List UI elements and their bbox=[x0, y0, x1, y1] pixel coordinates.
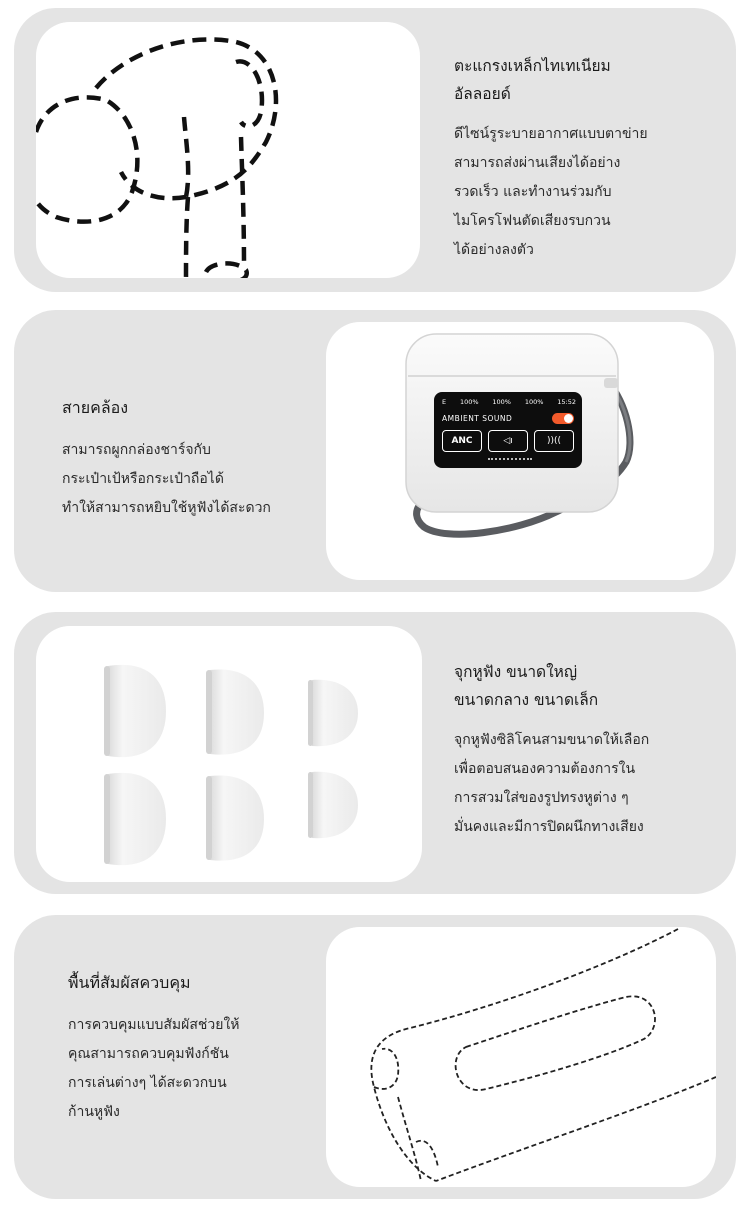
earbud-outline-icon bbox=[36, 22, 420, 278]
feature-description bbox=[62, 436, 312, 523]
title-line: พื้นที่สัมผัสควบคุม bbox=[68, 973, 191, 992]
earbud-outline-image bbox=[36, 22, 420, 278]
title-line: ตะแกรงเหล็กไทเทเนียม bbox=[454, 57, 611, 75]
title-line: อัลลอยด์ bbox=[454, 85, 511, 103]
body-line: ไมโครโฟนตัดเสียงรบกวน bbox=[454, 213, 611, 229]
feature-text-titanium-mesh bbox=[454, 52, 724, 265]
feature-description bbox=[454, 726, 724, 842]
page-dots bbox=[488, 458, 532, 460]
body-line: ดีไซน์รูระบายอากาศแบบตาข่าย bbox=[454, 126, 648, 142]
body-line: การควบคุมแบบสัมผัสช่วยให้ bbox=[68, 1017, 240, 1033]
battery-left: 100% bbox=[459, 398, 479, 406]
feature-card-lanyard bbox=[14, 310, 736, 592]
clock: 15:52 bbox=[557, 398, 576, 406]
status-e: E bbox=[442, 398, 447, 406]
body-line: การเล่นต่างๆ ได้สะดวกบน bbox=[68, 1075, 227, 1091]
earbud-stem-touch-area-icon bbox=[326, 927, 716, 1187]
body-line: การสวมใส่ของรูปทรงหูต่าง ๆ bbox=[454, 790, 629, 806]
body-line: ทำให้สามารถหยิบใช้หูฟังได้สะดวก bbox=[62, 500, 271, 516]
speaker-icon: ◁ı bbox=[503, 436, 513, 446]
body-line: สามารถผูกกล่องชาร์จกับ bbox=[62, 442, 211, 458]
feature-title bbox=[454, 658, 724, 714]
feature-title bbox=[68, 969, 318, 997]
body-line: ก้านหูฟัง bbox=[68, 1104, 120, 1120]
mode-button-transparency bbox=[488, 430, 528, 452]
mode-label: AMBIENT SOUND bbox=[442, 414, 513, 423]
feature-card-ear-tips bbox=[14, 612, 736, 894]
feature-text-lanyard bbox=[62, 394, 312, 523]
anc-label: ANC bbox=[451, 436, 473, 446]
feature-card-titanium-mesh bbox=[14, 8, 736, 292]
mode-button-ambient bbox=[534, 430, 574, 452]
feature-description bbox=[68, 1011, 318, 1127]
toggle-knob bbox=[564, 414, 573, 423]
body-line: เพื่อตอบสนองความต้องการใน bbox=[454, 761, 636, 777]
feature-title bbox=[62, 394, 312, 422]
case-status-bar bbox=[442, 398, 576, 406]
feature-text-touch-control bbox=[68, 969, 318, 1127]
body-line: รวดเร็ว และทำงานร่วมกับ bbox=[454, 184, 612, 200]
feature-card-touch-control bbox=[14, 915, 736, 1199]
body-line: กระเป๋าเป้หรือกระเป๋าถือได้ bbox=[62, 471, 224, 487]
battery-right: 100% bbox=[492, 398, 511, 406]
feature-text-ear-tips bbox=[454, 658, 724, 842]
body-line: มั่นคงและมีการปิดผนึกทางเสียง bbox=[454, 819, 644, 835]
feature-title bbox=[454, 52, 724, 108]
feature-description bbox=[454, 120, 724, 265]
case-screen bbox=[434, 392, 582, 468]
battery-case: 100% bbox=[524, 398, 544, 406]
body-line: จุกหูฟังซิลิโคนสามขนาดให้เลือก bbox=[454, 732, 650, 748]
mode-toggle bbox=[552, 413, 574, 424]
title-line: จุกหูฟัง ขนาดใหญ่ bbox=[454, 663, 578, 681]
title-line: ขนาดกลาง ขนาดเล็ก bbox=[454, 691, 599, 709]
ear-tips-image bbox=[36, 626, 422, 882]
touch-area-image bbox=[326, 927, 716, 1187]
mode-button-anc bbox=[442, 430, 482, 452]
silicone-ear-tips-icon bbox=[36, 626, 422, 882]
title-line: สายคล้อง bbox=[62, 398, 129, 417]
body-line: คุณสามารถควบคุมฟังก์ชัน bbox=[68, 1046, 229, 1062]
body-line: สามารถส่งผ่านเสียงได้อย่าง bbox=[454, 155, 621, 171]
body-line: ได้อย่างลงตัว bbox=[454, 242, 534, 258]
sound-wave-icon: ))(( bbox=[546, 436, 562, 446]
charging-case-image bbox=[326, 322, 714, 580]
